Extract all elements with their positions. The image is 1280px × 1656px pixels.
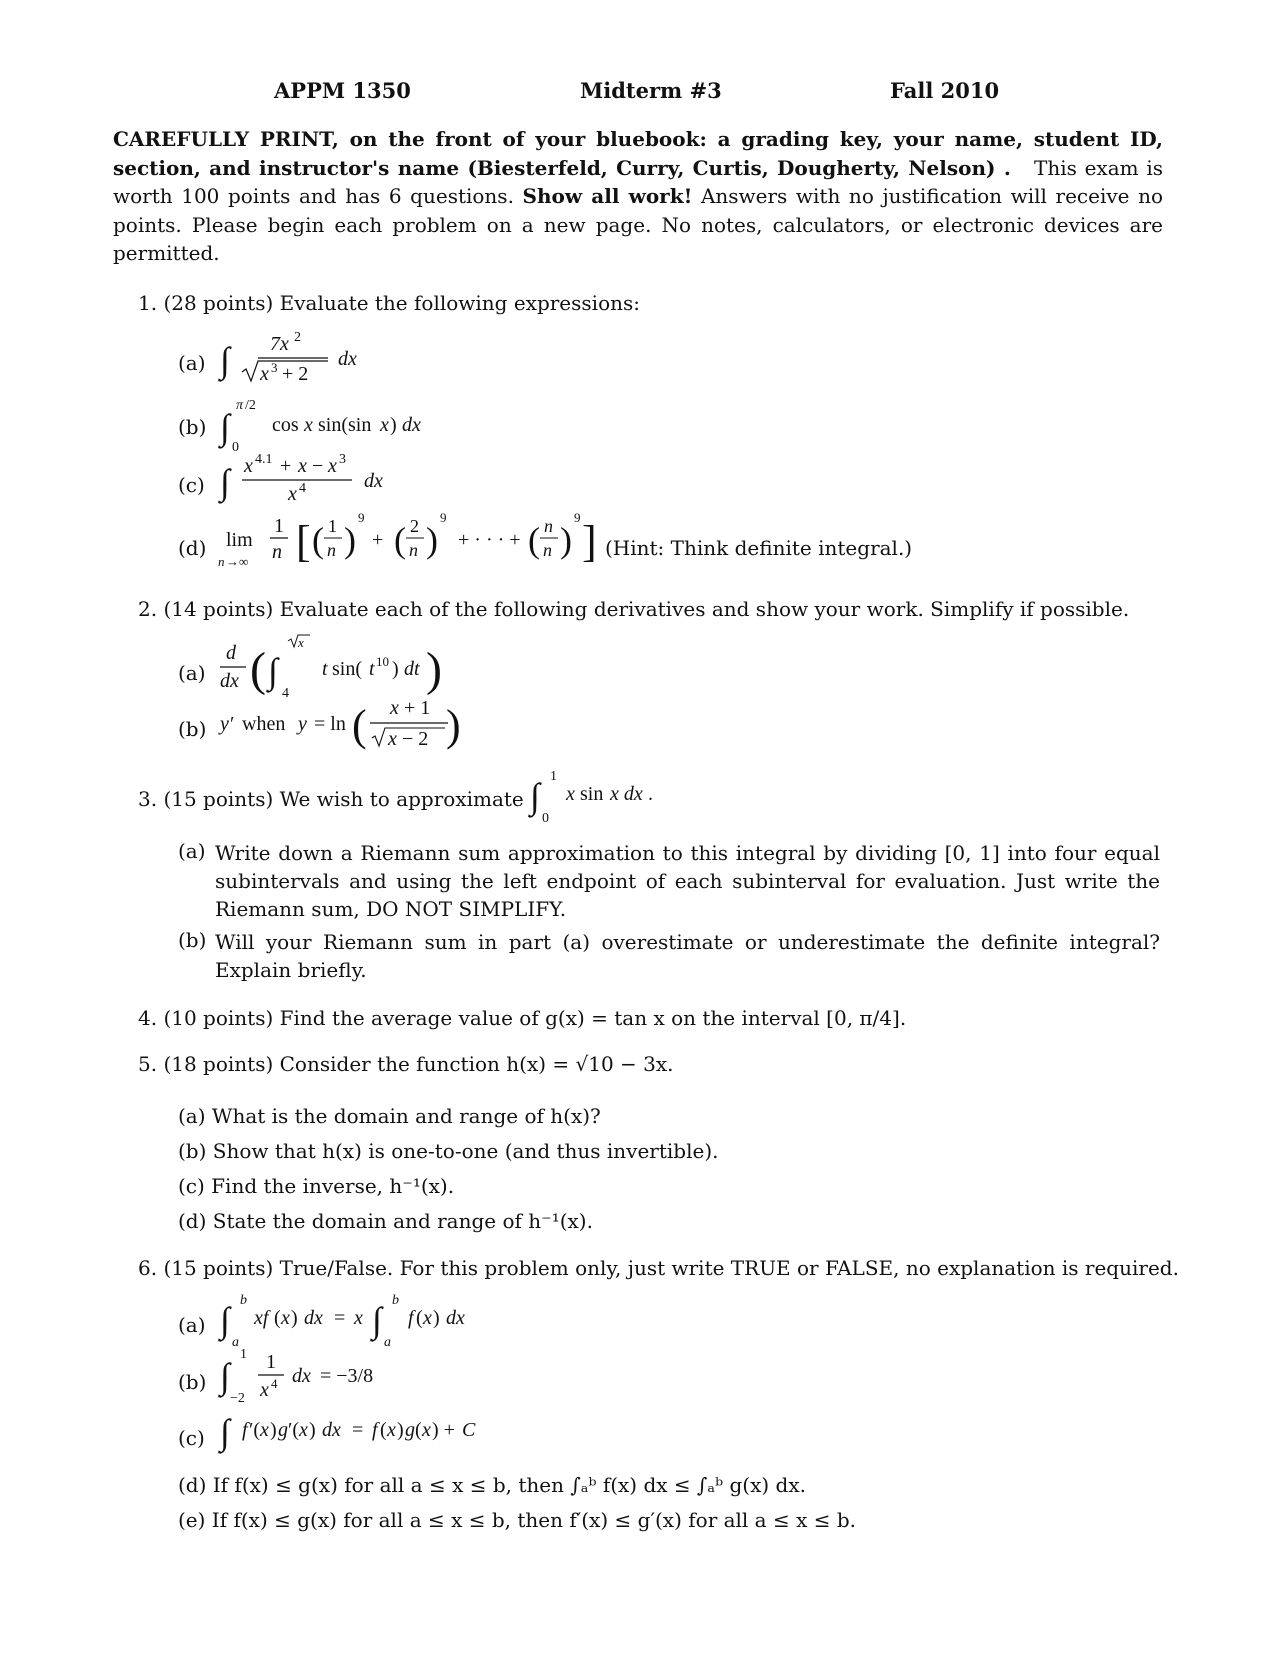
svg-text:(: (: [352, 701, 367, 750]
svg-text:+ · · · +: + · · · +: [458, 529, 521, 551]
svg-text:x: x: [354, 1307, 363, 1329]
svg-text:′(: ′(: [249, 1419, 261, 1441]
q1d-hint: (Hint: Think definite integral.): [605, 536, 913, 560]
svg-text:): ): [397, 1419, 404, 1441]
svg-text:3: 3: [271, 360, 278, 375]
svg-text:): ): [426, 643, 442, 696]
q5c: (c) Find the inverse, h⁻¹(x).: [178, 1174, 455, 1198]
svg-text:n: n: [218, 554, 225, 569]
svg-text:+: +: [280, 455, 292, 477]
q6d: (d) If f(x) ≤ g(x) for all a ≤ x ≤ b, then ∫ₐᵇ f(x) dx ≤ ∫ₐᵇ g(x) dx.: [178, 1473, 806, 1497]
svg-text:n: n: [543, 540, 552, 560]
svg-text:∫: ∫: [220, 407, 230, 447]
svg-text:): ): [426, 520, 438, 560]
q1c-label: (c): [178, 473, 205, 497]
svg-text:x: x: [299, 1419, 308, 1441]
svg-text:∫: ∫: [220, 1300, 230, 1340]
svg-text:10: 10: [376, 654, 389, 669]
svg-text:x: x: [566, 783, 575, 805]
svg-text:a: a: [232, 1335, 239, 1350]
svg-text:+: +: [372, 529, 384, 551]
svg-text:→∞: →∞: [226, 554, 249, 569]
svg-text:4: 4: [271, 1376, 278, 1391]
course-code: APPM 1350: [274, 78, 411, 103]
svg-text:g: g: [405, 1419, 415, 1441]
svg-text:=: =: [334, 1307, 346, 1329]
q2a-label: (a): [178, 661, 206, 685]
svg-text:= −3/8: = −3/8: [320, 1365, 374, 1387]
svg-text:(: (: [274, 1307, 281, 1329]
q1c-expression: [220, 450, 420, 514]
q4-label: 4. (10 points) Find the average value of g(x) = tan x on the interval [0, π/4].: [138, 1006, 907, 1030]
svg-text:x: x: [288, 483, 297, 505]
svg-text:4.1: 4.1: [255, 452, 273, 467]
svg-text:(: (: [312, 520, 324, 560]
svg-text:dx: dx: [322, 1419, 341, 1441]
q6-label: 6. (15 points) True/False. For this problem only, just write TRUE or FALSE, no explanation is required.: [138, 1256, 1179, 1280]
svg-text:): ): [392, 658, 399, 680]
svg-text:(: (: [380, 1419, 387, 1441]
svg-text:t: t: [322, 658, 328, 680]
q6c-expression: [220, 1404, 540, 1458]
svg-text:′(: ′(: [288, 1419, 300, 1441]
svg-text:d: d: [226, 642, 236, 664]
svg-text:+ 2: + 2: [282, 363, 309, 385]
svg-text:x: x: [423, 1307, 432, 1329]
svg-text:= ln: = ln: [314, 713, 346, 735]
svg-text:3: 3: [339, 452, 346, 467]
svg-text:cos: cos: [272, 414, 299, 436]
svg-text:∫: ∫: [268, 651, 278, 691]
svg-text:∫: ∫: [530, 776, 540, 816]
svg-text:]: ]: [582, 517, 597, 566]
svg-text:dx: dx: [364, 470, 383, 492]
svg-text:∫: ∫: [220, 462, 230, 502]
svg-text:): ): [390, 414, 397, 436]
svg-text:f: f: [408, 1307, 414, 1329]
svg-text:dx: dx: [402, 414, 421, 436]
svg-text:): ): [270, 1419, 277, 1441]
svg-text:[: [: [296, 517, 311, 566]
svg-text:∫: ∫: [220, 340, 230, 380]
svg-text:−2: −2: [230, 1391, 245, 1406]
svg-text:4: 4: [282, 686, 289, 701]
svg-text:(: (: [394, 520, 406, 560]
svg-text:0: 0: [542, 811, 549, 826]
svg-text:1: 1: [240, 1347, 247, 1362]
svg-text:0: 0: [232, 440, 239, 455]
svg-text:g: g: [278, 1419, 288, 1441]
q1-label: 1. (28 points) Evaluate the following expressions:: [138, 291, 640, 315]
exam-term: Fall 2010: [890, 78, 1000, 103]
svg-text:x: x: [304, 414, 313, 436]
svg-text:− 2: − 2: [402, 728, 429, 750]
svg-text:x: x: [298, 455, 307, 477]
q1d-label: (d): [178, 536, 207, 560]
svg-text:): ): [560, 520, 572, 560]
svg-text:2: 2: [410, 516, 419, 536]
svg-text:9: 9: [574, 510, 581, 525]
svg-text:x: x: [260, 1379, 269, 1401]
q6a-label: (a): [178, 1313, 206, 1337]
svg-text:1: 1: [266, 1351, 276, 1373]
q3b-text: Will your Riemann sum in part (a) overestimate or underestimate the definite integral? Explain briefly.: [215, 930, 1160, 982]
svg-text:1: 1: [550, 769, 557, 784]
svg-text:7x: 7x: [270, 333, 289, 355]
instructions: [113, 125, 1163, 268]
svg-text:′: ′: [230, 713, 235, 735]
svg-text:2: 2: [294, 330, 301, 345]
svg-text:−: −: [312, 455, 324, 477]
svg-text:x: x: [388, 728, 397, 750]
svg-text:9: 9: [358, 510, 365, 525]
svg-text:x: x: [244, 455, 253, 477]
q3-label: 3. (15 points) We wish to approximate: [138, 787, 524, 811]
svg-text:a: a: [384, 1335, 391, 1350]
svg-text:dt: dt: [404, 658, 420, 680]
q1d-expression: [212, 508, 612, 582]
q6b-expression: [220, 1344, 420, 1408]
svg-text:(: (: [528, 520, 540, 560]
svg-text:n: n: [409, 540, 418, 560]
svg-text:x: x: [387, 1419, 396, 1441]
svg-text:1: 1: [328, 516, 337, 536]
svg-text:.: .: [648, 783, 653, 805]
svg-text:x: x: [390, 697, 399, 719]
svg-text:sin: sin: [580, 783, 604, 805]
svg-text:b: b: [392, 1293, 399, 1308]
svg-text:n: n: [272, 541, 282, 563]
svg-text:y: y: [220, 713, 229, 735]
q5d: (d) State the domain and range of h⁻¹(x).: [178, 1209, 593, 1233]
svg-text:C: C: [462, 1419, 476, 1441]
q1a-label: (a): [178, 351, 206, 375]
svg-text:x: x: [281, 1307, 290, 1329]
q2b-label: (b): [178, 717, 207, 741]
q5-label: 5. (18 points) Consider the function h(x) = √10 − 3x.: [138, 1052, 674, 1076]
q5a: (a) What is the domain and range of h(x)?: [178, 1104, 601, 1128]
svg-text:n: n: [544, 516, 553, 536]
svg-text:when: when: [242, 713, 286, 735]
svg-text:dx: dx: [338, 348, 357, 370]
q6c-label: (c): [178, 1426, 205, 1450]
svg-text:+ 1: + 1: [404, 697, 431, 719]
svg-text:9: 9: [440, 510, 447, 525]
svg-text:): ): [291, 1307, 298, 1329]
q6b-label: (b): [178, 1370, 207, 1394]
svg-text:π: π: [236, 398, 244, 413]
svg-text:∫: ∫: [220, 1412, 230, 1452]
svg-text:x: x: [328, 455, 337, 477]
svg-text:xf: xf: [254, 1307, 269, 1329]
svg-text:y: y: [298, 713, 307, 735]
q3a-text: Write down a Riemann sum approximation to this integral by dividing [0, 1] into four equal subintervals and using the left endpoint of each subinterval for evaluation. Just write the Riemann sum, DO NOT SIMPLIFY.: [215, 841, 1160, 921]
svg-text:): ): [433, 1307, 440, 1329]
show-work-note: Show all work!: [522, 184, 693, 208]
svg-text:b: b: [240, 1293, 247, 1308]
svg-text:) +: ) +: [432, 1419, 455, 1441]
svg-text:4: 4: [299, 481, 306, 496]
q5b: (b) Show that h(x) is one-to-one (and thus invertible).: [178, 1139, 719, 1163]
svg-text:=: =: [352, 1419, 364, 1441]
svg-text:(: (: [250, 643, 266, 696]
svg-text:dx: dx: [446, 1307, 465, 1329]
svg-text:lim: lim: [226, 529, 253, 551]
svg-text:x: x: [422, 1419, 431, 1441]
svg-text:dx: dx: [292, 1365, 311, 1387]
instructions-bold: CAREFULLY PRINT, on the front of your bluebook: a grading key, your name, student ID, section, and instructor's name (Biesterfeld, Curry, Curtis, Dougherty, Nelson) .: [113, 127, 1163, 180]
q3-integral: [530, 766, 670, 830]
q1a-expression: [220, 328, 380, 392]
svg-text:): ): [309, 1419, 316, 1441]
svg-text:x: x: [260, 363, 269, 385]
svg-text:dx: dx: [304, 1307, 323, 1329]
q2-label: 2. (14 points) Evaluate each of the following derivatives and show your work. Simplify if possible.: [138, 597, 1130, 621]
instructions-rules: Answers with no justification will receive no points. Please begin each problem on a new page. No notes, calculators, or electronic devices are permitted.: [113, 184, 1164, 265]
svg-text:∫: ∫: [220, 1356, 230, 1396]
svg-text:dx: dx: [220, 670, 239, 692]
svg-text:x: x: [380, 414, 389, 436]
q2b-expression: [220, 696, 480, 760]
instructions-text: This exam is worth 100 points and has 6 questions.: [113, 155, 1163, 208]
svg-text:/2: /2: [245, 398, 256, 413]
svg-text:t: t: [369, 658, 375, 680]
exam-title: Midterm #3: [580, 78, 722, 103]
svg-text:1: 1: [274, 515, 284, 537]
svg-text:sin(sin: sin(sin: [318, 414, 372, 436]
svg-text:x: x: [260, 1419, 269, 1441]
svg-text:): ): [344, 520, 356, 560]
svg-text:sin(: sin(: [332, 658, 362, 680]
svg-text:f: f: [242, 1419, 248, 1441]
q6e: (e) If f(x) ≤ g(x) for all a ≤ x ≤ b, then f′(x) ≤ g′(x) for all a ≤ x ≤ b.: [178, 1508, 856, 1532]
svg-text:): ): [446, 701, 461, 750]
svg-text:(: (: [415, 1419, 422, 1441]
q3a-label: (a): [178, 839, 206, 863]
q3b-label: (b): [178, 928, 207, 952]
svg-text:x: x: [298, 635, 304, 650]
svg-text:f: f: [372, 1419, 378, 1441]
svg-text:(: (: [416, 1307, 423, 1329]
svg-text:x dx: x dx: [610, 783, 643, 805]
q1b-label: (b): [178, 415, 207, 439]
svg-text:n: n: [327, 540, 336, 560]
svg-text:∫: ∫: [372, 1300, 382, 1340]
